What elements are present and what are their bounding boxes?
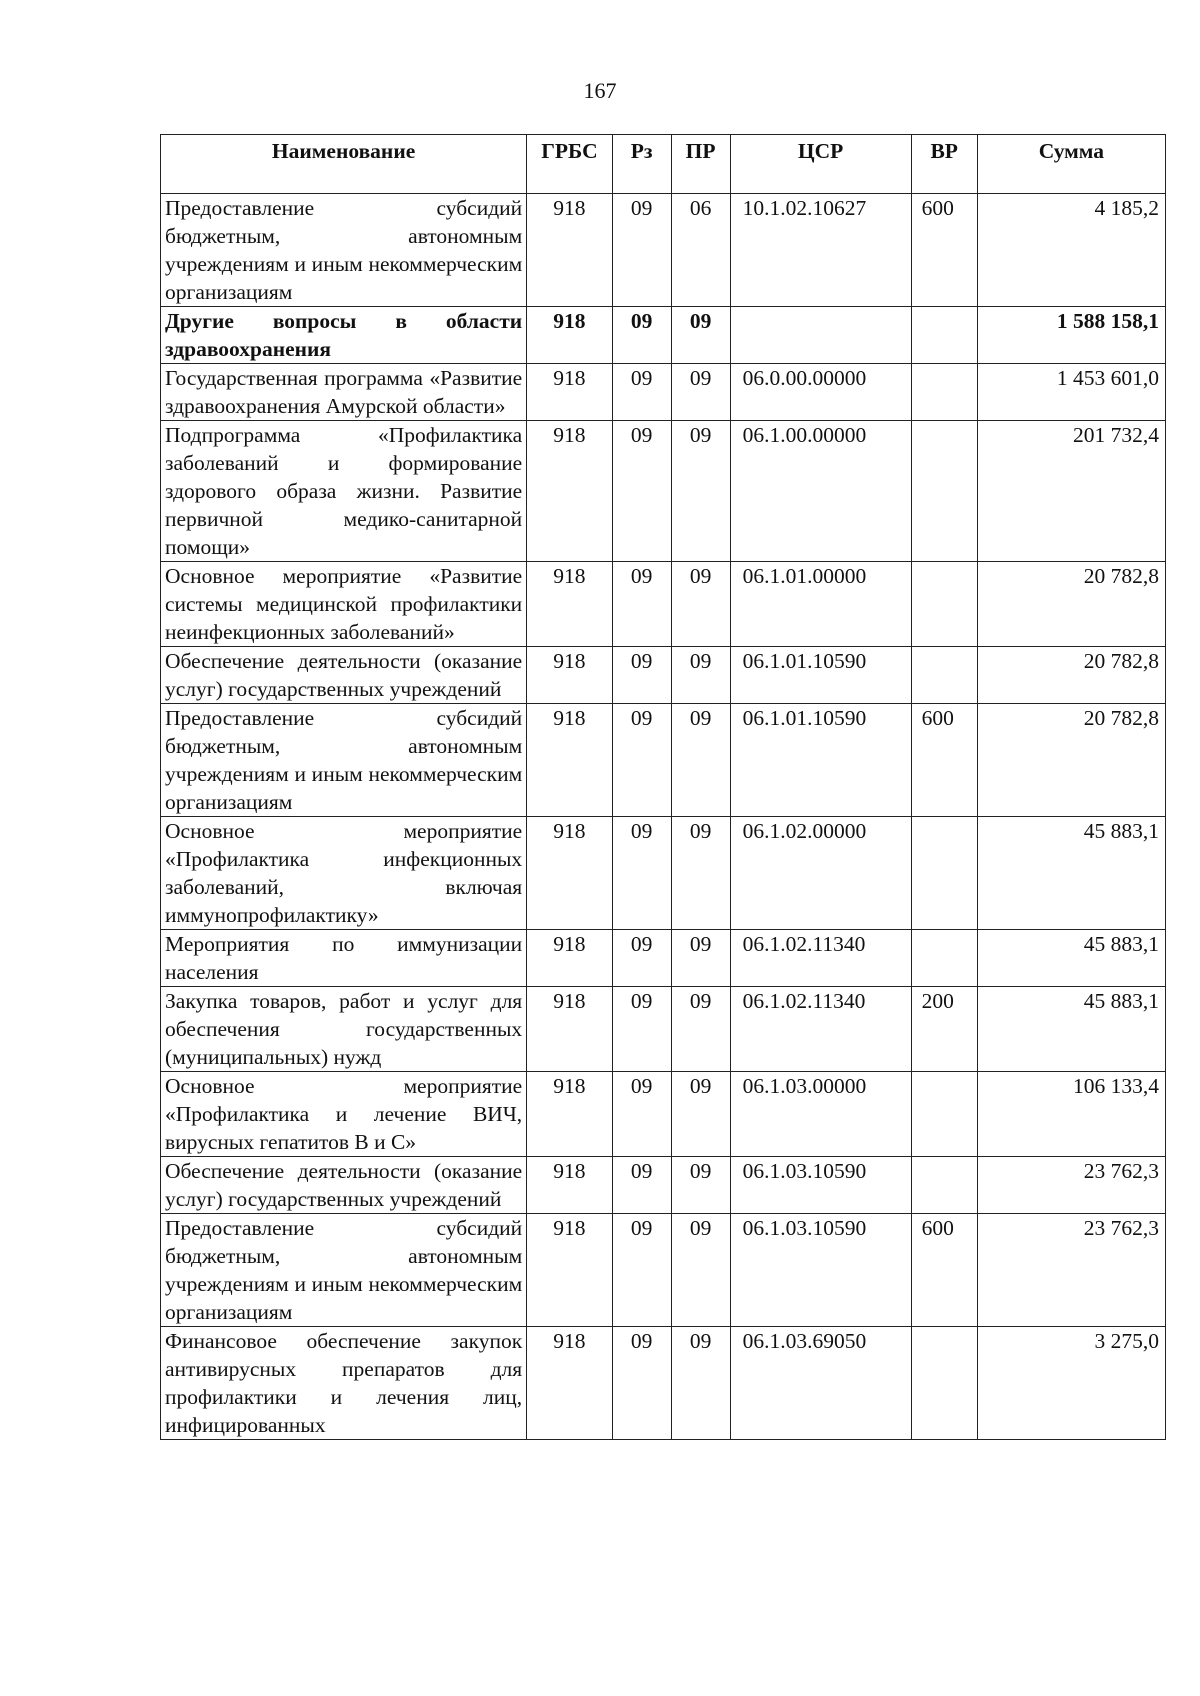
row-rz: 09: [612, 704, 671, 817]
row-name: Основное мероприятие «Профилактика инфекционных заболеваний, включая иммунопрофилактику»: [161, 817, 527, 930]
row-sum: 23 762,3: [977, 1157, 1165, 1214]
header-sum: Сумма: [977, 135, 1165, 194]
table-row: [161, 1327, 1166, 1440]
row-csr: [730, 307, 911, 364]
row-grbs: 918: [527, 307, 612, 364]
row-name: Основное мероприятие «Профилактика и лечение ВИЧ, вирусных гепатитов В и С»: [161, 1072, 527, 1157]
row-name: Предоставление субсидий бюджетным, автономным учреждениям и иным некоммерческим организациям: [161, 704, 527, 817]
row-sum: 1 588 158,1: [977, 307, 1165, 364]
row-rz: 09: [612, 1214, 671, 1327]
row-csr: 06.1.01.10590: [730, 704, 911, 817]
row-pr: 09: [671, 1214, 730, 1327]
row-rz: 09: [612, 987, 671, 1072]
row-pr: 09: [671, 1327, 730, 1440]
table-row: [161, 364, 1166, 421]
header-csr: ЦСР: [730, 135, 911, 194]
header-name: Наименование: [161, 135, 527, 194]
row-pr: 09: [671, 421, 730, 562]
row-csr: 10.1.02.10627: [730, 194, 911, 307]
row-sum: 4 185,2: [977, 194, 1165, 307]
row-name: Подпрограмма «Профилактика заболеваний и формирование здорового образа жизни. Развитие первичной медико-санитарной помощи»: [161, 421, 527, 562]
row-grbs: 918: [527, 817, 612, 930]
row-vr: [911, 930, 977, 987]
row-name: Мероприятия по иммунизации населения: [161, 930, 527, 987]
row-vr: [911, 421, 977, 562]
row-rz: 09: [612, 1327, 671, 1440]
header-rz: Рз: [612, 135, 671, 194]
row-pr: 09: [671, 817, 730, 930]
row-csr: 06.1.00.00000: [730, 421, 911, 562]
row-grbs: 918: [527, 562, 612, 647]
row-pr: 06: [671, 194, 730, 307]
row-rz: 09: [612, 307, 671, 364]
row-name: Государственная программа «Развитие здравоохранения Амурской области»: [161, 364, 527, 421]
row-sum: 45 883,1: [977, 987, 1165, 1072]
row-vr: [911, 647, 977, 704]
header-pr: ПР: [671, 135, 730, 194]
row-sum: 45 883,1: [977, 930, 1165, 987]
row-csr: 06.1.01.10590: [730, 647, 911, 704]
table-row: [161, 930, 1166, 987]
row-csr: 06.1.03.00000: [730, 1072, 911, 1157]
row-grbs: 918: [527, 1157, 612, 1214]
row-grbs: 918: [527, 647, 612, 704]
table-row: [161, 307, 1166, 364]
row-csr: 06.1.02.11340: [730, 930, 911, 987]
row-csr: 06.1.03.10590: [730, 1214, 911, 1327]
row-csr: 06.0.00.00000: [730, 364, 911, 421]
row-name: Обеспечение деятельности (оказание услуг) государственных учреждений: [161, 647, 527, 704]
row-sum: 45 883,1: [977, 817, 1165, 930]
row-pr: 09: [671, 1157, 730, 1214]
row-rz: 09: [612, 1072, 671, 1157]
row-csr: 06.1.02.11340: [730, 987, 911, 1072]
table-row: [161, 647, 1166, 704]
row-name: Основное мероприятие «Развитие системы медицинской профилактики неинфекционных заболеваний»: [161, 562, 527, 647]
table-row: [161, 421, 1166, 562]
table-row: [161, 987, 1166, 1072]
row-vr: 200: [911, 987, 977, 1072]
row-pr: 09: [671, 562, 730, 647]
row-grbs: 918: [527, 1214, 612, 1327]
table-row: [161, 194, 1166, 307]
row-grbs: 918: [527, 421, 612, 562]
table-row: [161, 817, 1166, 930]
row-rz: 09: [612, 817, 671, 930]
row-sum: 106 133,4: [977, 1072, 1165, 1157]
row-rz: 09: [612, 1157, 671, 1214]
row-pr: 09: [671, 987, 730, 1072]
row-vr: [911, 562, 977, 647]
row-pr: 09: [671, 704, 730, 817]
header-vr: ВР: [911, 135, 977, 194]
row-vr: 600: [911, 704, 977, 817]
table-header: [161, 135, 1166, 194]
table-row: [161, 562, 1166, 647]
row-name: Другие вопросы в области здравоохранения: [161, 307, 527, 364]
row-vr: [911, 1072, 977, 1157]
row-vr: 600: [911, 1214, 977, 1327]
header-grbs: ГРБС: [527, 135, 612, 194]
row-pr: 09: [671, 1072, 730, 1157]
row-csr: 06.1.01.00000: [730, 562, 911, 647]
row-sum: 3 275,0: [977, 1327, 1165, 1440]
table-body: [161, 194, 1166, 1440]
row-csr: 06.1.03.69050: [730, 1327, 911, 1440]
row-rz: 09: [612, 562, 671, 647]
row-pr: 09: [671, 647, 730, 704]
table-row: [161, 1214, 1166, 1327]
row-name: Закупка товаров, работ и услуг для обеспечения государственных (муниципальных) нужд: [161, 987, 527, 1072]
row-sum: 23 762,3: [977, 1214, 1165, 1327]
row-rz: 09: [612, 364, 671, 421]
row-grbs: 918: [527, 930, 612, 987]
row-name: Обеспечение деятельности (оказание услуг) государственных учреждений: [161, 1157, 527, 1214]
budget-table: [160, 134, 1166, 1440]
row-grbs: 918: [527, 364, 612, 421]
row-rz: 09: [612, 194, 671, 307]
row-grbs: 918: [527, 1327, 612, 1440]
row-vr: [911, 1157, 977, 1214]
row-sum: 1 453 601,0: [977, 364, 1165, 421]
row-vr: [911, 817, 977, 930]
row-grbs: 918: [527, 194, 612, 307]
table-row: [161, 1072, 1166, 1157]
row-pr: 09: [671, 930, 730, 987]
row-csr: 06.1.03.10590: [730, 1157, 911, 1214]
row-pr: 09: [671, 307, 730, 364]
row-csr: 06.1.02.00000: [730, 817, 911, 930]
row-rz: 09: [612, 647, 671, 704]
row-rz: 09: [612, 421, 671, 562]
row-sum: 20 782,8: [977, 647, 1165, 704]
row-name: Финансовое обеспечение закупок антивирусных препаратов для профилактики и лечения лиц, инфицированных: [161, 1327, 527, 1440]
table-row: [161, 704, 1166, 817]
row-vr: [911, 307, 977, 364]
row-grbs: 918: [527, 987, 612, 1072]
table-row: [161, 1157, 1166, 1214]
row-rz: 09: [612, 930, 671, 987]
row-name: Предоставление субсидий бюджетным, автономным учреждениям и иным некоммерческим организациям: [161, 194, 527, 307]
row-sum: 20 782,8: [977, 704, 1165, 817]
row-vr: 600: [911, 194, 977, 307]
row-grbs: 918: [527, 1072, 612, 1157]
row-sum: 20 782,8: [977, 562, 1165, 647]
row-vr: [911, 364, 977, 421]
row-pr: 09: [671, 364, 730, 421]
page-number: 167: [583, 78, 617, 103]
row-sum: 201 732,4: [977, 421, 1165, 562]
row-grbs: 918: [527, 704, 612, 817]
row-vr: [911, 1327, 977, 1440]
row-name: Предоставление субсидий бюджетным, автономным учреждениям и иным некоммерческим организациям: [161, 1214, 527, 1327]
